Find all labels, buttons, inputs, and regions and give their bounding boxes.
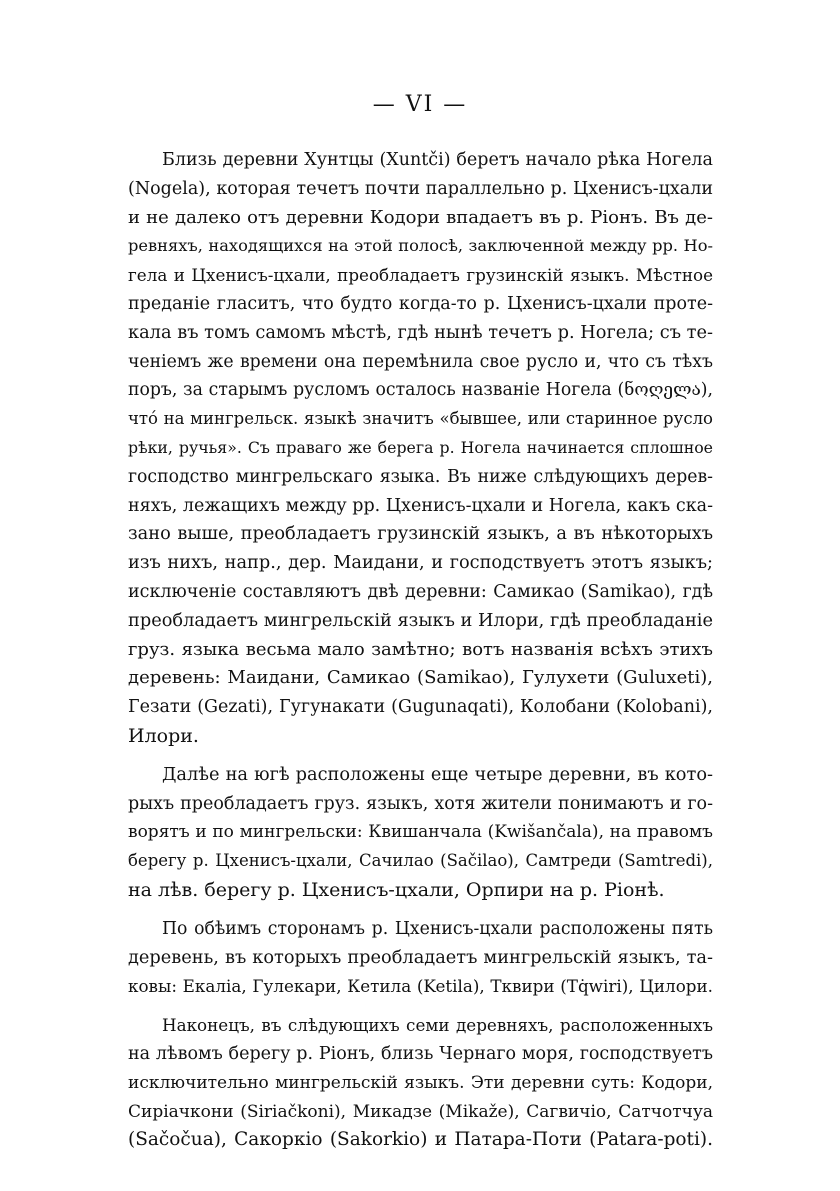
text-line: деревень, въ которыхъ преобладаетъ мингрельскій языкъ, та- — [128, 947, 713, 968]
text-line: Наконецъ, въ слѣдующихъ семи деревняхъ, расположенныхъ — [162, 1015, 713, 1036]
text-line: поръ, за старымъ русломъ осталось названіе Ногела (ნოღელა), — [128, 380, 713, 401]
text-line: ченіемъ же времени она перемѣнила свое русло и, что съ тѣхъ — [128, 351, 713, 372]
text-line: зано выше, преобладаетъ грузинскій языкъ, а въ нѣкоторыхъ — [128, 524, 713, 545]
text-line: груз. языка весьма мало замѣтно; вотъ названія всѣхъ этихъ — [128, 638, 713, 660]
text-line: (Sačočua), Сакоркіо (Sakorkio) и Патара-Поти (Patara-poti). — [128, 1129, 713, 1151]
text-line: на лѣвомъ берегу р. Ріонъ, близь Чернаго моря, господствуетъ — [128, 1043, 713, 1064]
text-line: на лѣв. берегу р. Цхенисъ-цхали, Орпири на р. Ріонѣ. — [128, 878, 665, 901]
text-line: берегу р. Цхенисъ-цхали, Сачилао (Sačilao), Самтреди (Samtredi), — [128, 851, 713, 871]
text-line: няхъ, лежащихъ между рр. Цхенисъ-цхали и Ногела, какъ ска- — [128, 495, 713, 516]
text-line: преданіе гласитъ, что будто когда-то р. Цхенисъ-цхали проте- — [128, 293, 713, 314]
text-line: рѣки, ручья». Съ праваго же берега р. Ногела начинается сплошное — [128, 437, 713, 457]
text-line: ревняхъ, находящихся на этой полосѣ, заключенной между рр. Но- — [128, 236, 713, 256]
paragraph-gap — [128, 751, 713, 761]
paragraph-gap — [128, 905, 713, 915]
text-line: Гезати (Gezati), Гугунакати (Gugunaqati), Колобани (Kolobani), — [128, 697, 713, 718]
page-number: — VI — — [372, 92, 468, 117]
paragraph-gap — [128, 1001, 713, 1011]
paragraph-4 — [128, 1011, 713, 1155]
paragraph-2 — [128, 761, 713, 905]
text-line: изъ нихъ, напр., дер. Маидани, и господствуетъ этотъ языкъ; — [128, 553, 713, 574]
text-line: Близь деревни Хунтцы (Xuntči) беретъ начало рѣка Ногела — [162, 150, 713, 170]
text-line: исключеніе составляютъ двѣ деревни: Самикао (Samikao), гдѣ — [128, 581, 713, 602]
text-line: ворятъ и по мингрельски: Квишанчала (Kwišančala), на правомъ — [128, 822, 713, 843]
text-line: Далѣе на югѣ расположены еще четыре деревни, въ кото- — [162, 764, 713, 785]
text-line: По обѣимъ сторонамъ р. Цхенисъ-цхали расположены пять — [162, 918, 713, 939]
text-line: кала въ томъ самомъ мѣстѣ, гдѣ нынѣ течетъ р. Ногела; съ те- — [128, 322, 713, 343]
text-line: Сиріачкони (Siriačkoni), Микадзе (Mikaže), Сагвичіо, Сатчотчуа — [128, 1101, 713, 1122]
text-line: гела и Цхенисъ-цхали, преобладаетъ грузинскій языкъ. Мѣстное — [128, 265, 713, 286]
paragraph-1 — [128, 146, 713, 751]
text-line: и не далеко отъ деревни Кодори впадаетъ въ р. Ріонъ. Въ де- — [128, 206, 713, 228]
paragraph-3 — [128, 915, 713, 1001]
text-line: чтó на мингрельск. языкѣ значитъ «бывшее, или старинное русло — [128, 409, 713, 429]
text-line: Илори. — [128, 724, 199, 747]
text-line: ковы: Екаліа, Гулекари, Кетила (Ketila), Тквири (Tq̇wiri), Цилори. — [128, 976, 713, 997]
text-line: преобладаетъ мингрельскій языкъ и Илори, гдѣ преобладаніе — [128, 610, 713, 631]
text-line: (Nogela), которая течетъ почти параллельно р. Цхенисъ-цхали — [128, 178, 713, 199]
text-line: господство мингрельскаго языка. Въ ниже слѣдующихъ дерев- — [128, 466, 713, 487]
text-line: исключительно мингрельскій языкъ. Эти деревни суть: Кодори, — [128, 1072, 713, 1093]
text-line: деревень: Маидани, Самикао (Samikao), Гулухети (Guluxeti), — [128, 667, 713, 689]
text-line: рыхъ преобладаетъ груз. языкъ, хотя жители понимаютъ и го- — [128, 793, 713, 814]
body-text — [128, 146, 713, 1155]
